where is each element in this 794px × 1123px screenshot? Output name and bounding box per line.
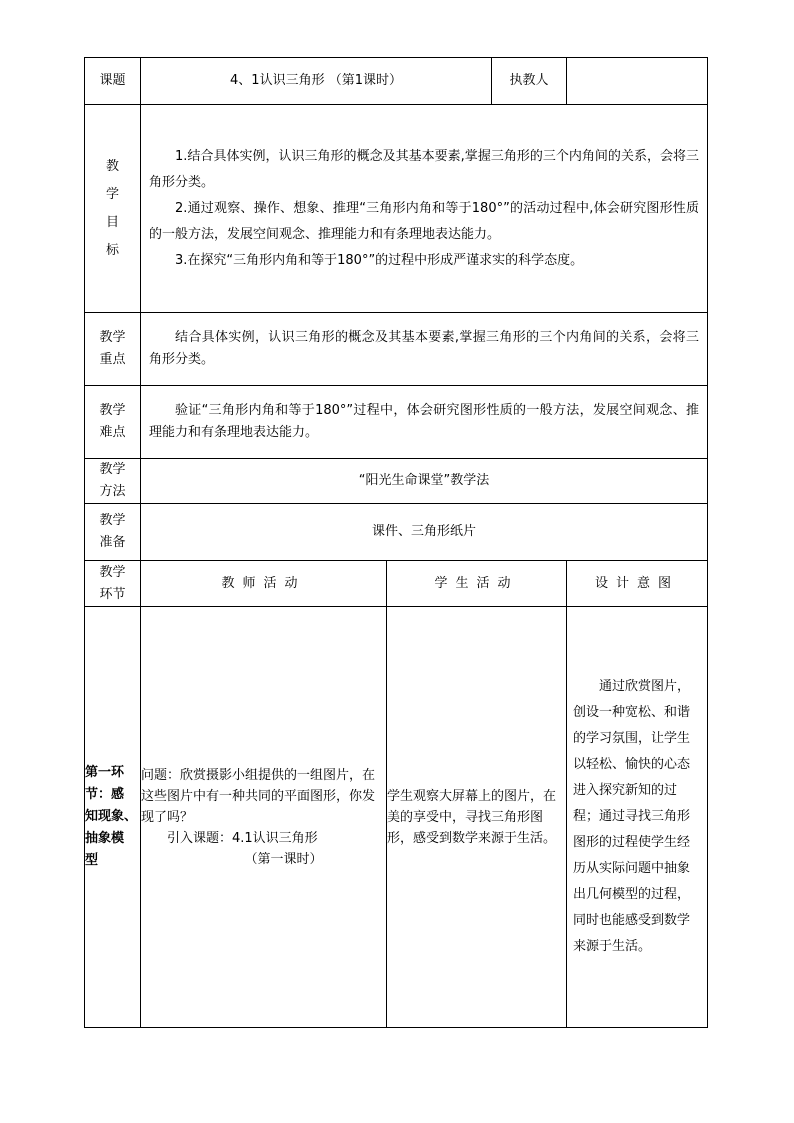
teacher-sub: （第一课时）	[244, 851, 323, 867]
difficulties-label: 教学 难点	[85, 386, 141, 459]
key-points-row	[85, 313, 708, 386]
stage-name: 第一环 节：感 知现象、 抽象模 型	[85, 607, 141, 1028]
key-points-content: 结合具体实例，认识三角形的概念及其基本要素,掌握三角形的三个内角间的关系，会将三角形分类。	[141, 313, 708, 386]
design-intent-header: 设计意图	[567, 561, 708, 607]
objectives-row	[85, 105, 708, 313]
key-points-label: 教学 重点	[85, 313, 141, 386]
preparation-row	[85, 504, 708, 561]
teacher-activity-header: 教师活动	[141, 561, 387, 607]
difficulties-row	[85, 386, 708, 459]
objectives-label: 教 学 目 标	[85, 105, 141, 313]
method-row	[85, 459, 708, 504]
teacher-label: 执教人	[492, 58, 567, 105]
process-label: 教学 环节	[85, 561, 141, 607]
student-activity: 学生观察大屏幕上的图片，在美的享受中，寻找三角形图形，感受到数学来源于生活。	[387, 607, 567, 1028]
method-content: “阳光生命课堂”教学法	[141, 459, 708, 504]
topic-value: 4、1认识三角形 （第1课时）	[141, 58, 492, 105]
difficulties-content: 验证“三角形内角和等于180°”过程中，体会研究图形性质的一般方法，发展空间观念、推理能力和有条理地表达能力。	[141, 386, 708, 459]
objectives-content	[141, 105, 708, 313]
method-label: 教学 方法	[85, 459, 141, 504]
topic-row	[85, 58, 708, 105]
teacher-question: 问题：欣赏摄影小组提供的一组图片，在这些图片中有一种共同的平面图形，你发现了吗？	[141, 767, 376, 825]
teacher-activity	[141, 607, 387, 1028]
student-activity-header: 学生活动	[387, 561, 567, 607]
teacher-intro: 引入课题：4.1认识三角形	[167, 830, 318, 846]
stage-row	[85, 607, 708, 1028]
objective-item: 2.通过观察、操作、想象、推理“三角形内角和等于180°”的活动过程中,体会研究图形性质的一般方法，发展空间观念、推理能力和有条理地表达能力。	[149, 200, 700, 242]
preparation-label: 教学 准备	[85, 504, 141, 561]
preparation-content: 课件、三角形纸片	[141, 504, 708, 561]
design-intent: 通过欣赏图片，创设一种宽松、和谐的学习氛围，让学生以轻松、愉快的心态进入探究新知的过程；通过寻找三角形图形的过程使学生经历从实际问题中抽象出几何模型的过程，同时也能感受到数学来源于生活。	[567, 607, 708, 1028]
teacher-value	[567, 58, 708, 105]
objective-item: 3.在探究“三角形内角和等于180°”的过程中形成严谨求实的科学态度。	[175, 252, 584, 268]
process-header-row	[85, 561, 708, 607]
objective-item: 1.结合具体实例，认识三角形的概念及其基本要素,掌握三角形的三个内角间的关系，会将三角形分类。	[149, 148, 700, 190]
topic-label: 课题	[85, 58, 141, 105]
lesson-plan-table	[84, 57, 708, 1028]
